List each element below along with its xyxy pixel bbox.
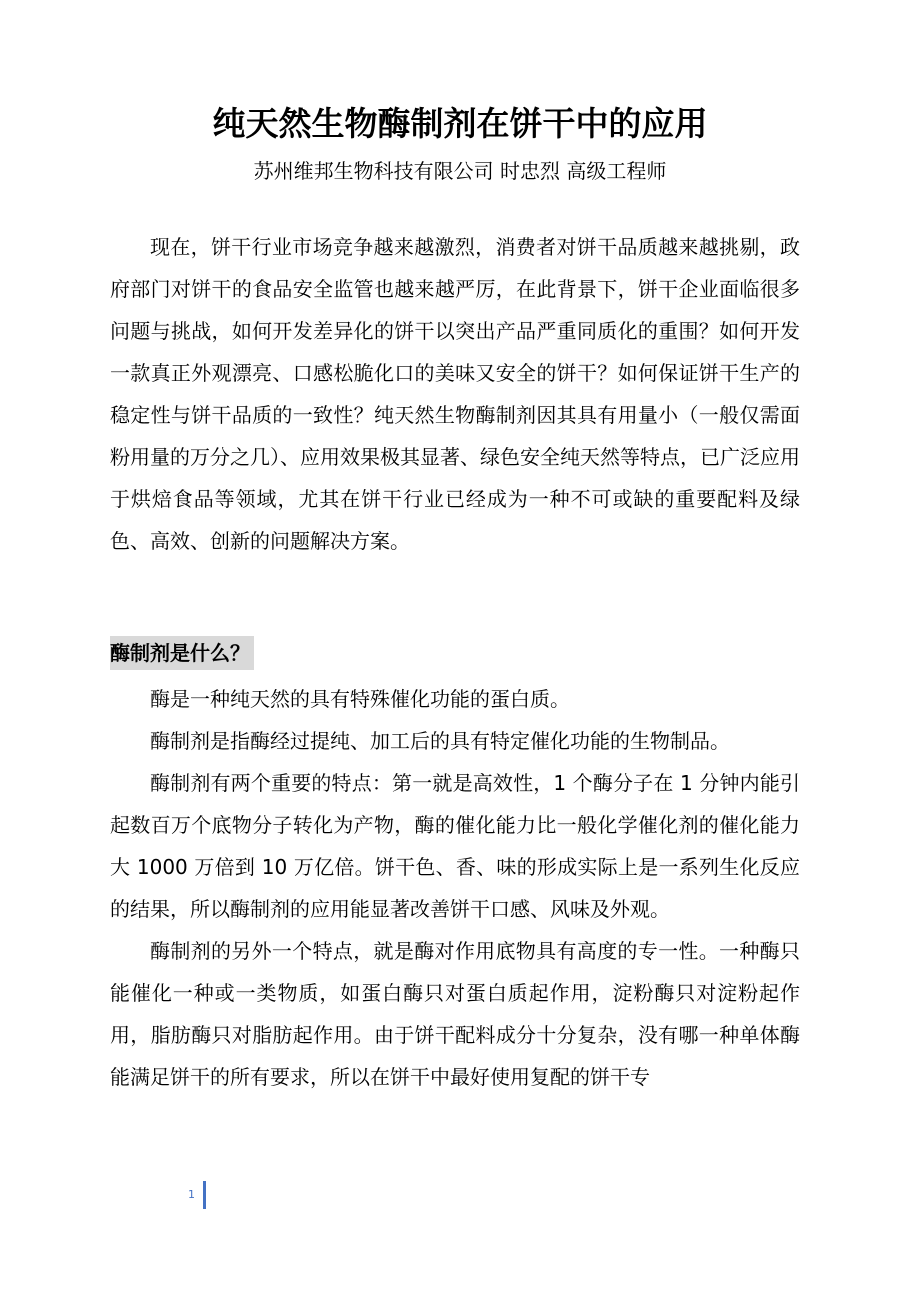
page-number: 1: [188, 1188, 195, 1201]
intro-section: [110, 226, 800, 562]
footer-divider: [203, 1181, 206, 1209]
page-footer: [188, 1180, 206, 1210]
author-line: 苏州维邦生物科技有限公司 时忠烈 高级工程师: [253, 159, 667, 183]
paragraph-specificity: 酶制剂的另外一个特点，就是酶对作用底物具有高度的专一性。一种酶只能催化一种或一类物质，如蛋白酶只对蛋白质起作用，淀粉酶只对淀粉起作用，脂肪酶只对脂肪起作用。由于饼干配料成分十分复杂，没有哪一种单体酶能满足饼干的所有要求，所以在饼干中最好使用复配的饼干专: [110, 939, 800, 1089]
section-body: [110, 678, 800, 1098]
paragraph-enzyme-preparation: 酶制剂是指酶经过提纯、加工后的具有特定催化功能的生物制品。: [150, 729, 730, 753]
paragraph-enzyme-definition: 酶是一种纯天然的具有特殊催化功能的蛋白质。: [150, 687, 570, 711]
paragraph-efficiency: 酶制剂有两个重要的特点：第一就是高效性，1 个酶分子在 1 分钟内能引起数百万个底物分子转化为产物，酶的催化能力比一般化学催化剂的催化能力大 1000 万倍到 10 万亿倍。饼干色、香、味的形成实际上是一系列生化反应的结果，所以酶制剂的应用能显著改善饼干口感、风味及外观。: [110, 771, 800, 921]
document-title: 纯天然生物酶制剂在饼干中的应用: [212, 104, 708, 143]
section-heading: 酶制剂是什么？: [110, 636, 254, 670]
intro-paragraph: 现在，饼干行业市场竞争越来越激烈，消费者对饼干品质越来越挑剔，政府部门对饼干的食品安全监管也越来越严厉，在此背景下，饼干企业面临很多问题与挑战，如何开发差异化的饼干以突出产品严重同质化的重围？如何开发一款真正外观漂亮、口感松脆化口的美味又安全的饼干？如何保证饼干生产的稳定性与饼干品质的一致性？纯天然生物酶制剂因其具有用量小（一般仅需面粉用量的万分之几）、应用效果极其显著、绿色安全纯天然等特点，已广泛应用于烘焙食品等领域，尤其在饼干行业已经成为一种不可或缺的重要配料及绿色、高效、创新的问题解决方案。: [110, 235, 800, 553]
